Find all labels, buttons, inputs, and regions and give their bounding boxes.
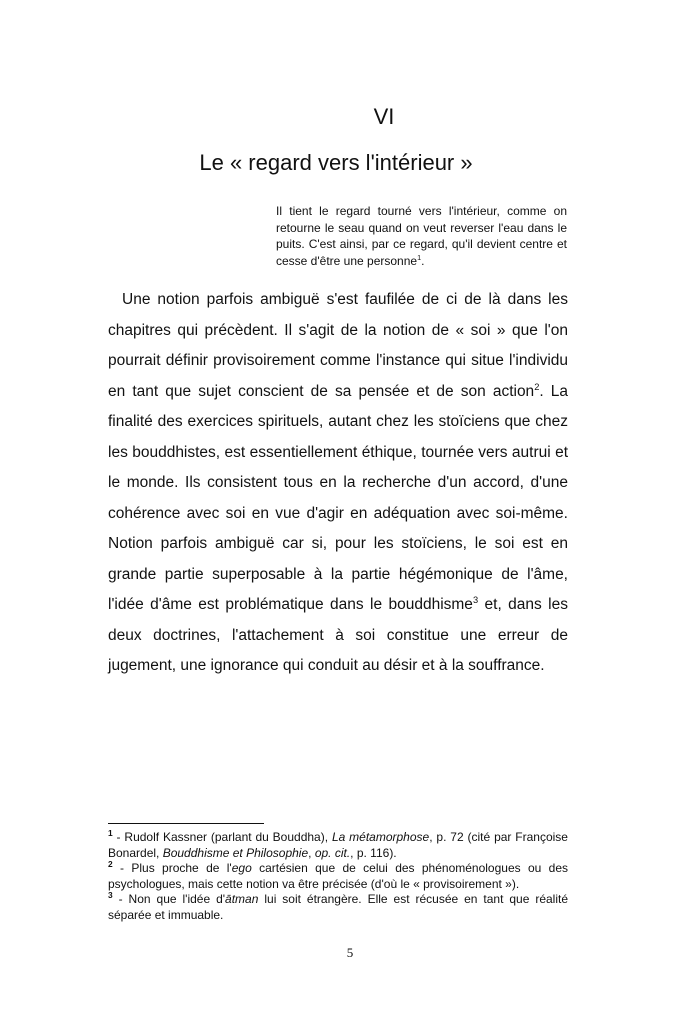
page-number: 5 (346, 945, 354, 960)
footnote-term: ātman (225, 892, 259, 907)
body-text-part-1: Une notion parfois ambiguë s'est faufilée de ci de là dans les chapitres qui précèdent. Il s'agit de la notion de « soi » que l'on pourrait définir provisoirement comme l'instance qui situe l'individu en tant que sujet conscient de sa pensée et de son action (108, 291, 568, 400)
body-paragraph (108, 285, 568, 682)
footnote-text: - Plus proche de l' (112, 861, 232, 876)
footnote-title: La métamorphose (331, 830, 430, 844)
epigraph-text: Il tient le regard tourné vers l'intérieur, comme on retourne le seau quand on veut reverser l'eau dans le puits. C'est ainsi, par ce regard, qu'il devient centre et cesse d'être une personne (276, 204, 567, 268)
footnotes (108, 830, 568, 924)
footnote-text: , (308, 845, 315, 860)
epigraph-end: . (421, 253, 425, 268)
footnote-ref-3[interactable]: 3 (472, 594, 479, 605)
body-text-part-3: et, dans les deux doctrines, l'attachement à soi constitue une erreur de jugement, une ignorance qui conduit au désir et à la souffrance. (108, 596, 568, 674)
footnote-ref-1[interactable]: 1 (417, 252, 422, 262)
footnote-2 (108, 861, 568, 892)
chapter-number: VI (373, 104, 395, 129)
footnote-term: ego (231, 861, 252, 876)
footnote-title: Bouddhisme et Philosophie (162, 845, 309, 860)
footnote-text: lui soit étrangère. Elle est récusée en tant que réalité séparée et immuable. (108, 892, 569, 922)
footnote-ref-2[interactable]: 2 (534, 381, 540, 392)
footnote-title: op. cit. (314, 845, 351, 860)
footnote-mark: 2 (108, 859, 113, 870)
footnote-3 (108, 892, 568, 923)
epigraph (276, 203, 567, 269)
footnote-1 (108, 830, 568, 861)
body-text-part-2: . La finalité des exercices spirituels, autant chez les stoïciens que chez les bouddhistes, est essentiellement éthique, tournée vers autrui et le monde. Ils consistent tous en la recherche d'un accord, d'une cohérence avec soi en vue d'agir en adéquation avec soi-même. Notion parfois ambiguë car si, pour les stoïciens, le soi est en grande partie superposable à la partie hégémonique de l'âme, l'idée d'âme est problématique dans le bouddhisme (108, 382, 568, 613)
footnote-text: - Non que l'idée d' (112, 892, 226, 907)
footnote-mark: 1 (108, 828, 113, 838)
footnote-text: , p. 116). (350, 845, 397, 860)
chapter-title: Le « regard vers l'intérieur » (199, 150, 473, 175)
footnote-text: , p. 72 (cité par Françoise Bonardel, (108, 830, 568, 860)
footnote-text: cartésien que de celui des phénoménologues ou des psychologues, mais cette notion va être précisée (d'où le « provisoirement »). (108, 861, 569, 891)
footnote-text: - Rudolf Kassner (parlant du Bouddha), (112, 830, 332, 844)
footnote-mark: 3 (108, 890, 113, 901)
footnote-separator (108, 823, 264, 824)
